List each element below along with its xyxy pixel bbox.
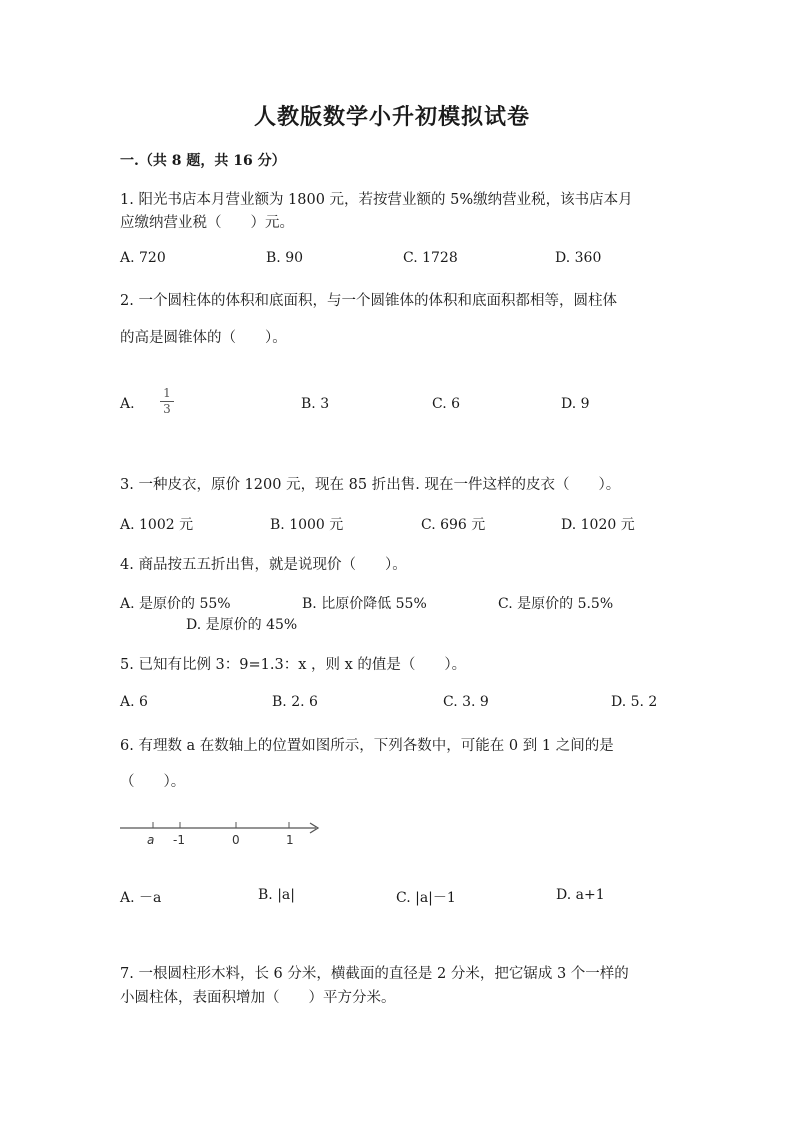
question-4-option-c[interactable]: C. 是原价的 5.5% — [498, 596, 614, 612]
question-6-option-b[interactable]: B. |a| — [258, 887, 295, 903]
question-5-option-b[interactable]: B. 2. 6 — [272, 694, 318, 710]
question-7-line-2: 小圆柱体，表面积增加（ ）平方分米。 — [120, 990, 396, 1006]
question-3-option-b[interactable]: B. 1000 元 — [270, 517, 344, 533]
section-heading: 一.（共 8 题，共 16 分） — [120, 153, 286, 169]
question-4-option-a[interactable]: A. 是原价的 55% — [120, 596, 231, 612]
question-3-option-a[interactable]: A. 1002 元 — [120, 517, 194, 533]
question-2-option-a[interactable]: A. — [120, 396, 135, 412]
question-4-line-1: 4. 商品按五五折出售，就是说现价（ ）。 — [120, 557, 407, 573]
question-5-line-1: 5. 已知有比例 3：9=1.3：x ，则 x 的值是（ ）。 — [120, 657, 467, 673]
page-title: 人教版数学小升初模拟试卷 — [254, 104, 531, 130]
question-4-option-b[interactable]: B. 比原价降低 55% — [302, 596, 427, 612]
question-6-line-1: 6. 有理数 a 在数轴上的位置如图所示，下列各数中，可能在 0 到 1 之间的是 — [120, 738, 614, 754]
question-2-option-d[interactable]: D. 9 — [561, 396, 590, 412]
question-1-option-c[interactable]: C. 1728 — [403, 250, 458, 266]
question-3-line-1: 3. 一种皮衣，原价 1200 元，现在 85 折出售. 现在一件这样的皮衣（ ）。 — [120, 477, 621, 493]
question-1-line-2: 应缴纳营业税（ ）元。 — [120, 215, 294, 231]
question-2-option-c[interactable]: C. 6 — [432, 396, 461, 412]
question-5-option-c[interactable]: C. 3. 9 — [443, 694, 489, 710]
question-6-option-c[interactable]: C. |a|－1 — [396, 890, 456, 906]
question-5-option-d[interactable]: D. 5. 2 — [611, 694, 658, 710]
question-3-option-c[interactable]: C. 696 元 — [421, 517, 486, 533]
number-line-figure — [118, 818, 328, 858]
label-1: 1 — [286, 833, 294, 847]
label-minus-1: -1 — [173, 833, 185, 847]
question-1-option-a[interactable]: A. 720 — [120, 250, 166, 266]
question-2-line-1: 2. 一个圆柱体的体积和底面积，与一个圆锥体的体积和底面积都相等，圆柱体 — [120, 293, 617, 309]
question-3-option-d[interactable]: D. 1020 元 — [561, 517, 635, 533]
question-1-line-1: 1. 阳光书店本月营业额为 1800 元，若按营业额的 5%缴纳营业税，该书店本月 — [120, 192, 633, 208]
question-6-option-d[interactable]: D. a+1 — [556, 887, 605, 903]
question-1-option-b[interactable]: B. 90 — [266, 250, 304, 266]
question-6-option-a[interactable]: A. －a — [120, 890, 162, 906]
question-7-line-1: 7. 一根圆柱形木料，长 6 分米，横截面的直径是 2 分米，把它锯成 3 个一样的 — [120, 966, 629, 982]
label-0: 0 — [232, 833, 240, 847]
question-4-option-d[interactable]: D. 是原价的 45% — [186, 617, 298, 633]
question-2-option-b[interactable]: B. 3 — [301, 396, 330, 412]
fraction-numerator: 1 — [163, 386, 171, 400]
question-1-option-d[interactable]: D. 360 — [555, 250, 602, 266]
fraction-one-third — [160, 387, 174, 416]
question-5-option-a[interactable]: A. 6 — [120, 694, 148, 710]
question-2-line-2: 的高是圆锥体的（ ）。 — [120, 330, 287, 346]
question-6-line-2: （ ）。 — [120, 774, 186, 790]
fraction-denominator: 3 — [163, 402, 171, 416]
label-a: a — [147, 833, 155, 847]
